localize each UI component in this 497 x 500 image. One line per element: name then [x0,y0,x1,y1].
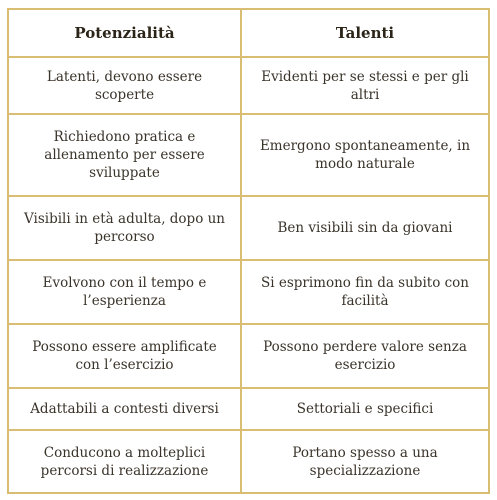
header-talenti: Talenti [241,9,489,57]
talenti-cell: Emergono spontaneamente, in modo naturale [241,114,489,196]
potenzialita-cell: Richiedono pratica e allenamento per essere sviluppate [8,114,241,196]
potenzialita-cell: Conducono a molteplici percorsi di realizzazione [8,430,241,493]
potenzialita-cell: Possono essere amplificate con l’esercizio [8,324,241,388]
talenti-cell: Portano spesso a una specializzazione [241,430,489,493]
table-row [8,196,489,260]
table-row [8,114,489,196]
potenzialita-cell: Latenti, devono essere scoperte [8,57,241,114]
table-header-row [8,9,489,57]
potenzialita-cell: Evolvono con il tempo e l’esperienza [8,260,241,324]
table-row [8,430,489,493]
talenti-cell: Possono perdere valore senza esercizio [241,324,489,388]
talenti-cell: Settoriali e specifici [241,388,489,430]
table-row [8,324,489,388]
header-potenzialita: Potenzialità [8,9,241,57]
table-row [8,260,489,324]
talenti-cell: Evidenti per se stessi e per gli altri [241,57,489,114]
talenti-cell: Ben visibili sin da giovani [241,196,489,260]
potenzialita-cell: Adattabili a contesti diversi [8,388,241,430]
comparison-table [7,8,490,494]
table-row [8,388,489,430]
talenti-cell: Si esprimono fin da subito con facilità [241,260,489,324]
potenzialita-cell: Visibili in età adulta, dopo un percorso [8,196,241,260]
table-row [8,57,489,114]
